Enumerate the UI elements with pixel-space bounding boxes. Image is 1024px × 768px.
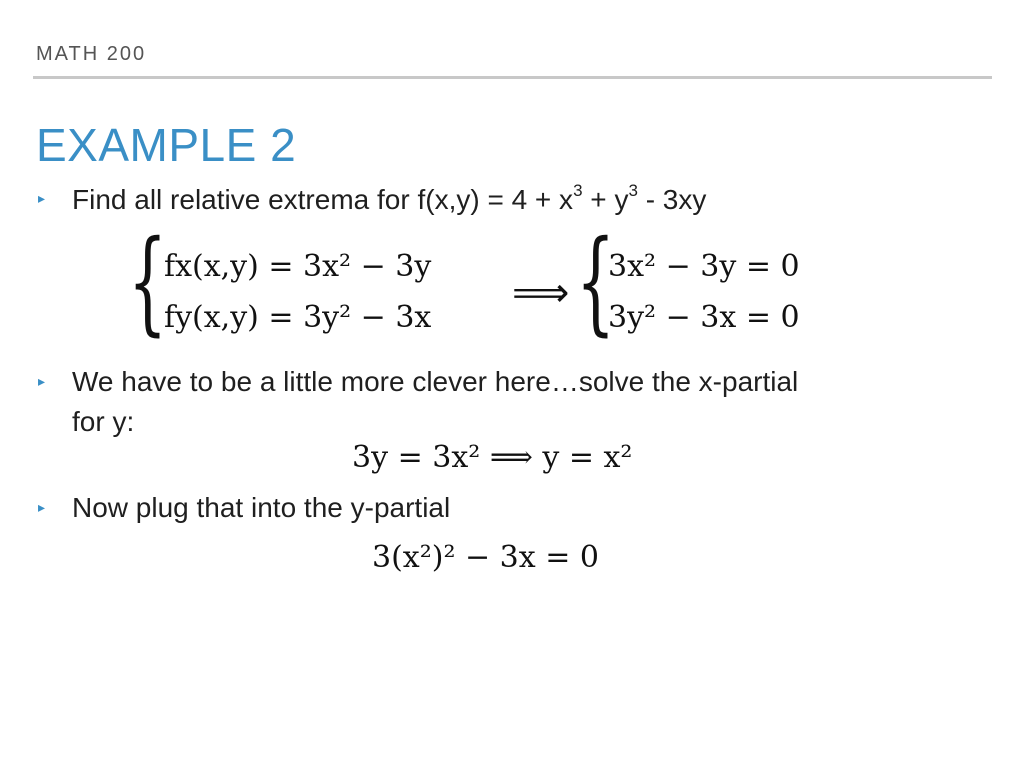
bullet-marker-3: ▸ bbox=[38, 499, 46, 515]
system-right-eq-2: 3y² − 3x = 0 bbox=[608, 300, 800, 335]
bullet-text-3: Now plug that into the y-partial bbox=[72, 492, 451, 523]
system-left-eq-2: fy(x,y) = 3y² − 3x bbox=[164, 300, 432, 335]
bullet-1-sup-b: 3 bbox=[628, 180, 638, 200]
bullet-text-2 bbox=[72, 362, 798, 442]
bullet-1-sup-a: 3 bbox=[573, 180, 583, 200]
bullet-marker-2: ▸ bbox=[38, 373, 46, 389]
bullet-2-line-1: We have to be a little more clever here…solve the x-partial bbox=[72, 366, 799, 397]
left-brace: { bbox=[128, 217, 168, 347]
header-divider bbox=[33, 76, 992, 79]
bullet-1-part-a: Find all relative extrema for f(x,y) = 4 + x bbox=[72, 184, 574, 215]
bullet-text-1 bbox=[72, 180, 706, 220]
plug-equation: 3(x²)² − 3x = 0 bbox=[372, 540, 599, 575]
system-left-eq-1: fx(x,y) = 3x² − 3y bbox=[164, 249, 432, 284]
bullet-2-line-2: for y: bbox=[72, 406, 135, 437]
bullet-1-part-b: + y bbox=[582, 184, 629, 215]
bullet-1-part-c: - 3xy bbox=[637, 184, 707, 215]
system-right-eq-1: 3x² − 3y = 0 bbox=[608, 249, 800, 284]
bullet-marker-1: ▸ bbox=[38, 190, 46, 206]
slide-title: EXAMPLE 2 bbox=[36, 119, 297, 171]
course-label: MATH 200 bbox=[36, 43, 147, 65]
right-brace: { bbox=[576, 217, 616, 347]
implies-arrow: ⟹ bbox=[512, 270, 570, 316]
solve-y-equation: 3y = 3x² ⟹ y = x² bbox=[352, 440, 633, 475]
